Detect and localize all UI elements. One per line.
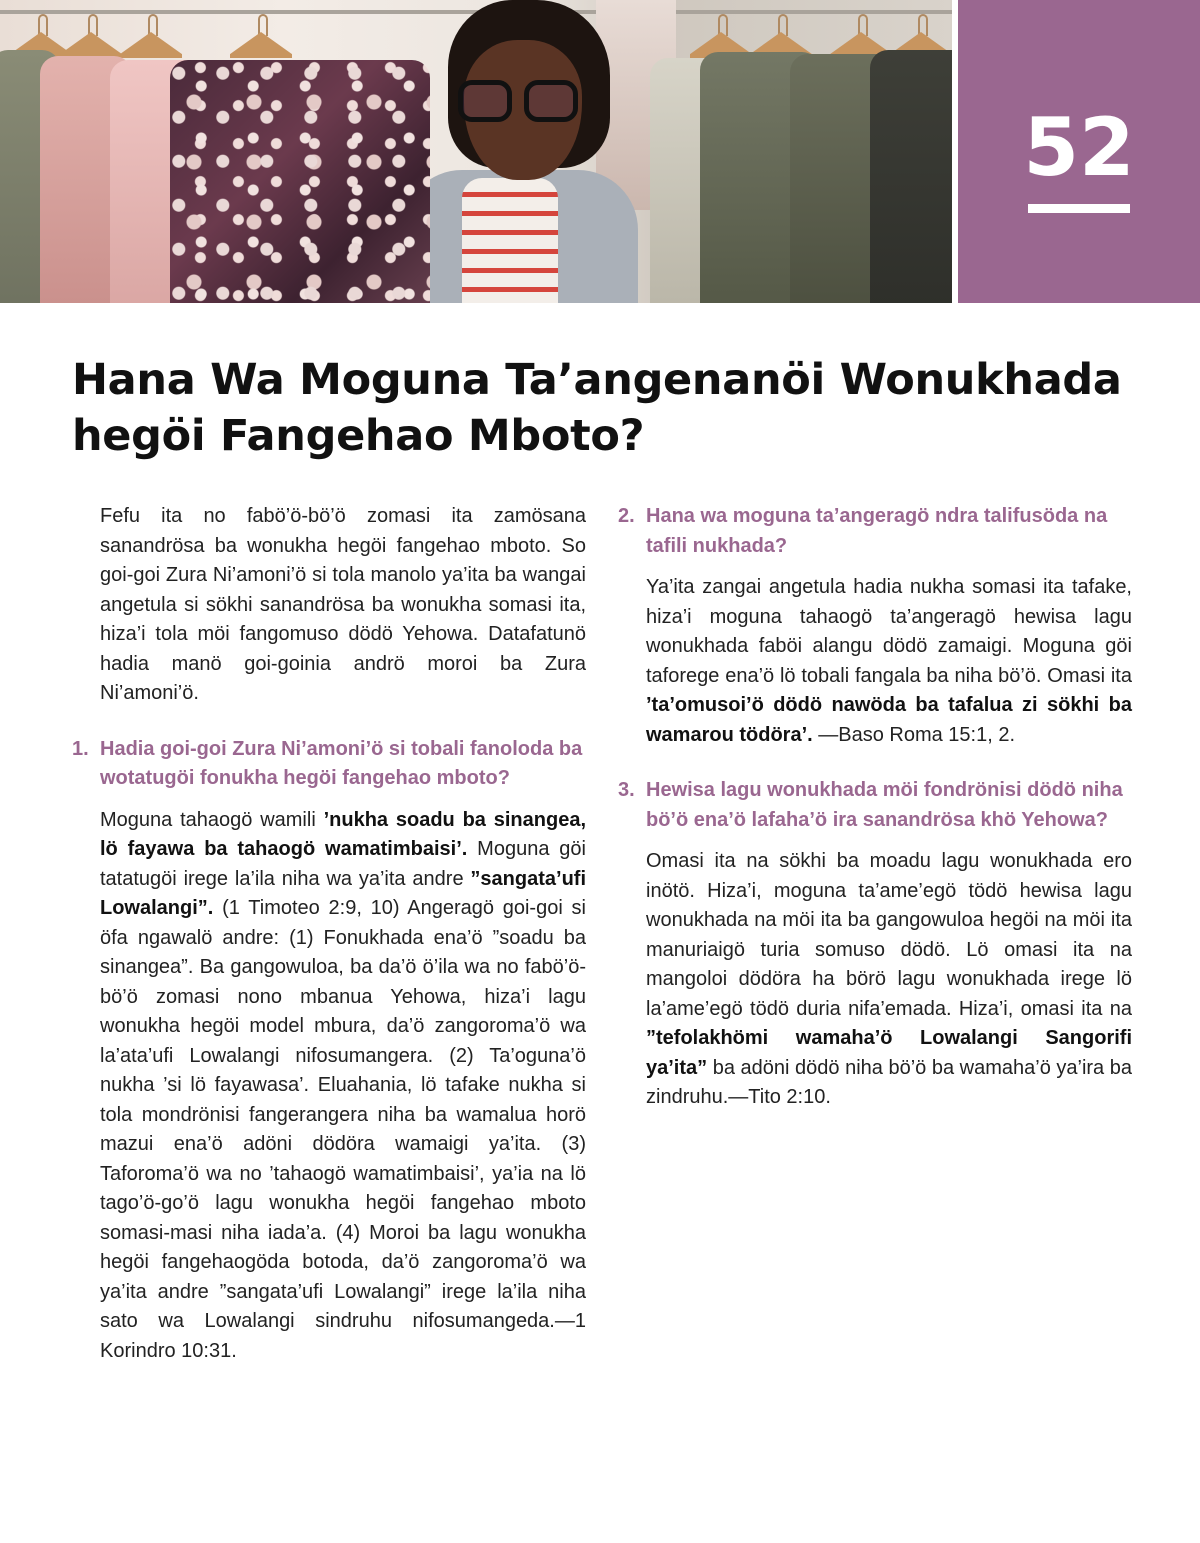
- question-3: [618, 776, 1132, 835]
- floral-garment: [170, 60, 430, 303]
- lesson-number-underline: [1028, 204, 1130, 213]
- answer-1-paragraph: [100, 806, 586, 1367]
- answer-text: ba adöni dödö niha bö’ö ba wamaha’ö ya’ira ba zindruhu.—Tito 2:10.: [646, 1056, 1132, 1108]
- page-title: Hana Wa Moguna Ta’angenanöi Wonukhada hegöi Fangehao Mboto?: [72, 355, 1122, 461]
- answer-text: Moguna göi tatatugöi irege la’ila niha wa ya’ita andre: [100, 838, 586, 890]
- answer-emphasis: ’nukha soadu ba sinangea, lö fayawa ba tahaogö wamatimbaisi’.: [100, 808, 586, 860]
- right-column: [618, 502, 1132, 1113]
- answer-text: Omasi ita na sökhi ba moadu lagu wonukhada ero inötö. Hiza’i, moguna ta’ame’egö tödö hewisa lagu wonukhada na möi ita ba gangowuloa hegöi na möi ita manuriaigö turia somuso dödö. Lö omasi ita na mangoloi dödöra ha börö lagu wonukhada irege lö la’ame’egö tödö duria nifa’emada. Hiza’i, omasi ita na: [646, 850, 1132, 1020]
- answer-emphasis: ”tefolakhömi wamaha’ö Lowalangi Sangorifi ya’ita”: [646, 1027, 1132, 1079]
- header-photo: [0, 0, 952, 303]
- question-text: Hadia goi-goi Zura Ni’amoni’ö si tobali fanoloda ba wotatugöi fonukha hegöi fangehao mboto?: [100, 737, 583, 789]
- hanger-icon: [230, 14, 292, 60]
- answer-2-paragraph: [646, 573, 1132, 750]
- answer-text: —Baso Roma 15:1, 2.: [812, 723, 1016, 746]
- hanger-icon: [60, 14, 122, 60]
- left-column: [72, 502, 586, 1366]
- garment: [870, 50, 952, 303]
- answer-emphasis: ’ta’omusoi’ö dödö nawöda ba tafalua zi sökhi ba wamarou tödöra’.: [646, 694, 1132, 746]
- hanger-icon: [120, 14, 182, 60]
- question-text: Hana wa moguna ta’angeragö ndra talifusöda na tafili nukhada?: [646, 505, 1108, 557]
- lesson-number: 52: [1023, 101, 1135, 194]
- glasses-icon: [458, 80, 584, 124]
- question-1: [72, 735, 586, 794]
- question-number: 3.: [618, 779, 635, 801]
- question-number: 1.: [72, 737, 89, 760]
- answer-text: Moguna tahaogö wamili: [100, 808, 324, 831]
- answer-text: Ya’ita zangai angetula hadia nukha somasi ita tafake, hiza’i moguna tahaogö ta’angeragö hewisa lagu wonukhada faböi alangu dödö zamaigi. Moguna göi taforege ena’ö lö tobali fangala ba niha bö’ö. Omasi ita: [646, 576, 1132, 687]
- answer-text: (1 Timoteo 2:9, 10) Angeragö goi-goi si öfa ngawalö andre: (1) Fonukhada ena’ö ”soadu ba sinangea”. Ba gangowuloa, ba da’ö ö’ila wa no fabö’ö-bö’ö zomasi nono mbanua Yehowa, hiza’i lagu wonukha hegöi model mbura, da’ö zangoroma’ö wa la’ata’ufi Lowalangi nifosumangera. (2) Ta’oguna’ö nukha ’si lö fayawasa’. Eluahania, lö tafake nukha si tola mondrönisi fangerangera niha ba wamalua horö mazui ena’ö adöni dödöra wamaigi ya’ita. (3) Taforoma’ö wa no ’tahaogö wamatimbaisi’, ya’ia na lö tago’ö-go’ö lagu wonukha hegöi fangehao mboto somasi-masi niha iada’a. (4) Moroi ba lagu wonukha hegöi fangehaogöda botoda, da’ö zangoroma’ö wa ya’ita andre ”sangata’ufi Lowalangi” irege la’ila niha sato wa Lowalangi sindruhu nifosumangeda.—1 Korindro 10:31.: [100, 897, 586, 1362]
- woman-striped-shirt: [462, 178, 558, 303]
- lesson-number-block: [958, 0, 1200, 303]
- question-number: 2.: [618, 505, 635, 527]
- answer-emphasis: ”sangata’ufi Lowalangi”.: [100, 867, 586, 919]
- answer-3-paragraph: [646, 847, 1132, 1113]
- question-2: [618, 502, 1132, 561]
- intro-paragraph: Fefu ita no fabö’ö-bö’ö zomasi ita zamösana sanandrösa ba wonukha hegöi fangehao mboto. So goi-goi Zura Ni’amoni’ö si tola manolo ya’ita ba wangai angetula si sökhi sanandrösa ba wonukha somasi ita, hiza’i tola möi fangomuso dödö Yehowa. Datafatunö hadia manö goi-goinia andrö moroi ba Zura Ni’amoni’ö.: [100, 505, 586, 704]
- question-text: Hewisa lagu wonukhada möi fondrönisi dödö niha bö’ö ena’ö lafaha’ö ira sanandrösa khö Yehowa?: [646, 779, 1123, 831]
